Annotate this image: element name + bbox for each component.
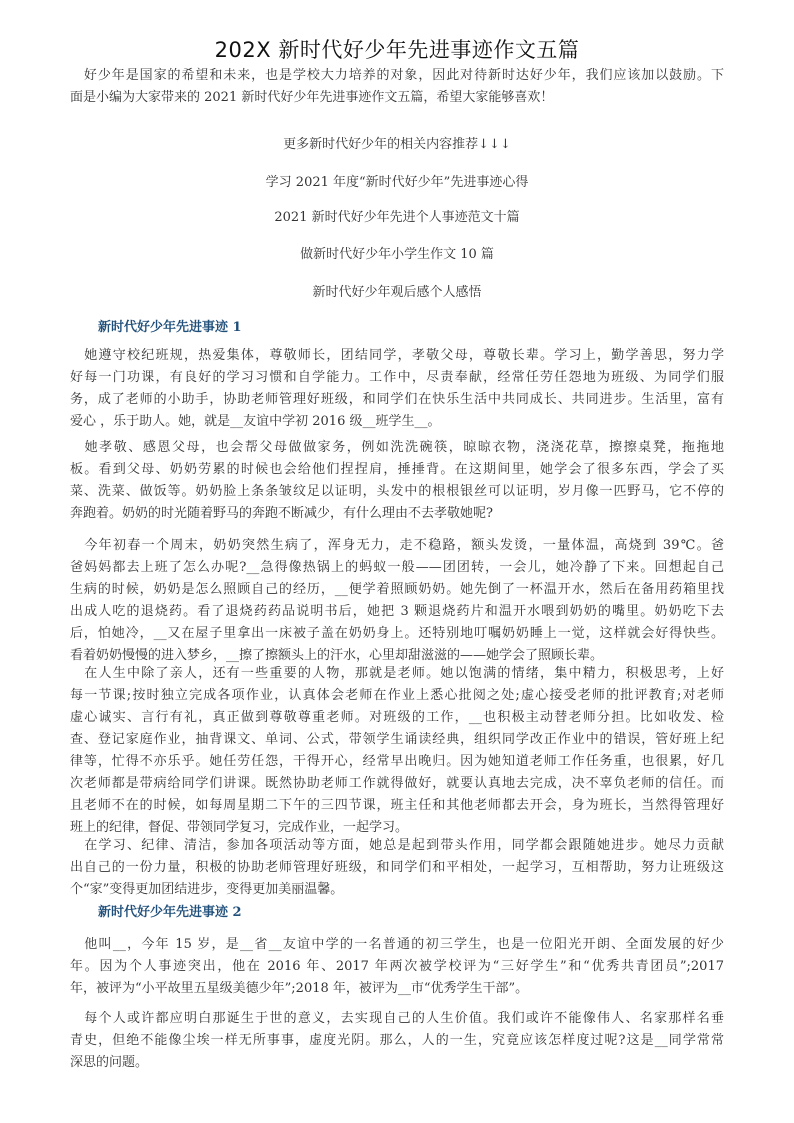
document-title: 202X 新时代好少年先进事迹作文五篇 [214,38,580,62]
text-line: 面是小编为大家带来的 2021 新时代好少年先进事迹作文五篇，希望大家能够喜欢！ [70,90,554,105]
recommend-link[interactable]: 新时代好少年观后感个人感悟 [312,285,482,300]
paragraph [70,835,724,901]
text-line: 在人生中除了亲人，还有一些重要的人物，那就是老师。她以饱满的情绪，集中精力，积极思考，上好 [70,666,724,681]
recommend-heading: 更多新时代好少年的相关内容推荐↓↓↓ [283,137,511,152]
text-line: 爱心 ，乐于助人。她，就是__友谊中学初 2016 级__班学生__。 [70,414,441,429]
text-line: 虚心诚实、言行有礼，真正做到尊敬尊重老师。对班级的工作，__也积极主动替老师分担。比如收发、检 [70,710,724,725]
text-line: 板。看到父母、奶奶劳累的时候也会给他们捏捏肩，捶捶背。在这期间里，她学会了很多东西，学会了买 [70,462,724,477]
recommend-link[interactable]: 学习 2021 年度“新时代好少年”先进事迹心得 [265,175,529,190]
text-line: 他叫__，今年 15 岁，是__省__友谊中学的一名普通的初三学生，也是一位阳光开朗、全面发展的好少 [70,937,724,952]
text-line: 她孝敬、感恩父母，也会帮父母做做家务，例如洗洗碗筷，晾晾衣物，浇浇花草，擦擦桌凳，拖拖地 [70,440,724,455]
text-line: 生病的时候，奶奶是怎么照顾自己的经历，__便学着照顾奶奶。她先倒了一杯温开水，然后在备用药箱里找 [70,582,724,597]
text-line: 在学习、纪律、清洁，参加各项活动等方面，她总是起到带头作用，同学都会跟随她进步。她尽力贡献 [70,838,724,853]
paragraph [70,437,724,525]
text-line: 年。因为个人事迹突出，他在 2016 年、2017 年两次被学校评为“三好学生”和“优秀共青团员”;2017 [70,959,724,974]
paragraph [70,345,724,433]
text-line: 好少年是国家的希望和未来，也是学校大力培养的对象，因此对待新时达好少年，我们应该加以鼓励。下 [70,68,724,83]
text-line: 菜、洗菜、做饭等。奶奶脸上条条皱纹足以证明，头发中的根根银丝可以证明，岁月像一匹野马，它不停的 [70,484,724,499]
paragraph [70,535,724,667]
text-line: 务，成了老师的小助手，协助老师管理好班级，和同学们在快乐生活中共同成长、共同进步。生活里，富有 [70,392,724,407]
recommend-link[interactable]: 2021 新时代好少年先进个人事迹范文十篇 [274,210,520,225]
recommend-link[interactable]: 做新时代好少年小学生作文 10 篇 [300,247,494,262]
paragraph [70,1008,724,1074]
text-line: 奔跑着。奶奶的时光随着野马的奔跑不断减少，有什么理由不去孝敬她呢? [70,506,493,521]
text-line: 且老师不在的时候，如每周星期二下午的三四节课，班主任和其他老师都去开会，身为班长，当然得管理好 [70,798,724,813]
text-line: 个“家”变得更加团结进步，变得更加美丽温馨。 [70,882,344,897]
section-heading: 新时代好少年先进事迹 1 [98,320,242,335]
text-line: 好每一门功课，有良好的学习习惯和自学能力。工作中，尽责奉献，经常任劳任怨地为班级、为同学们服 [70,370,724,385]
paragraph [70,663,724,839]
text-line: 每个人或许都应明白那诞生于世的意义，去实现自己的人生价值。我们或许不能像伟人、名家那样名垂 [70,1011,724,1026]
text-line: 爸妈妈都去上班了怎么办呢?__急得像热锅上的蚂蚁一般——团团转，一会儿，她冷静了下来。回想起自己 [70,560,724,575]
text-line: 后，怕她冷，__又在屋子里拿出一床被子盖在奶奶身上。还特别地叮嘱奶奶睡上一觉，这样就会好得快些。 [70,626,724,641]
text-line: 今年初春一个周末，奶奶突然生病了，浑身无力，走不稳路，额头发烫，一量体温，高烧到 39℃。爸 [70,538,724,553]
text-line: 出成人吃的退烧药。看了退烧药药品说明书后，她把 3 颗退烧药片和温开水喂到奶奶的嘴里。奶奶吃下去 [70,604,724,619]
section-heading: 新时代好少年先进事迹 2 [98,905,242,920]
text-line: 班上的纪律，督促、带领同学复习，完成作业，一起学习。 [70,820,409,835]
text-line: 律等，忙得不亦乐乎。她任劳任怨，干得开心，经常早出晚归。因为她知道老师工作任务重，也很累，好几 [70,754,724,769]
text-line: 她遵守校纪班规，热爱集体，尊敬师长，团结同学，孝敬父母，尊敬长辈。学习上，勤学善思，努力学 [70,348,724,363]
text-line: 每一节课;按时独立完成各项作业，认真体会老师在作业上悉心批阅之处;虚心接受老师的批评教育;对老师 [70,688,724,703]
text-line: 看着奶奶慢慢的进入梦乡，__擦了擦额头上的汗水，心里却甜滋滋的——她学会了照顾长辈。 [70,648,604,663]
paragraph [70,934,724,1000]
text-line: 年，被评为“小平故里五星级美德少年”;2018 年，被评为__市“优秀学生干部”。 [70,981,529,996]
text-line: 青史，但绝不能像尘埃一样无所事事，虚度光阴。那么，人的一生，究竟应该怎样度过呢?这是__同学常常 [70,1033,724,1048]
text-line: 出自己的一份力量，积极的协助老师管理好班级，和同学们和平相处，一起学习，互相帮助，努力让班级这 [70,860,724,875]
text-line: 查、登记家庭作业，抽背课文、单词、公式，带领学生诵读经典，组织同学改正作业中的错误，管好班上纪 [70,732,724,747]
intro-paragraph [70,65,724,109]
text-line: 次老师都是带病给同学们讲课。既然协助老师工作就得做好，就要认真地去完成，决不辜负老师的信任。而 [70,776,724,791]
text-line: 深思的问题。 [70,1055,149,1070]
